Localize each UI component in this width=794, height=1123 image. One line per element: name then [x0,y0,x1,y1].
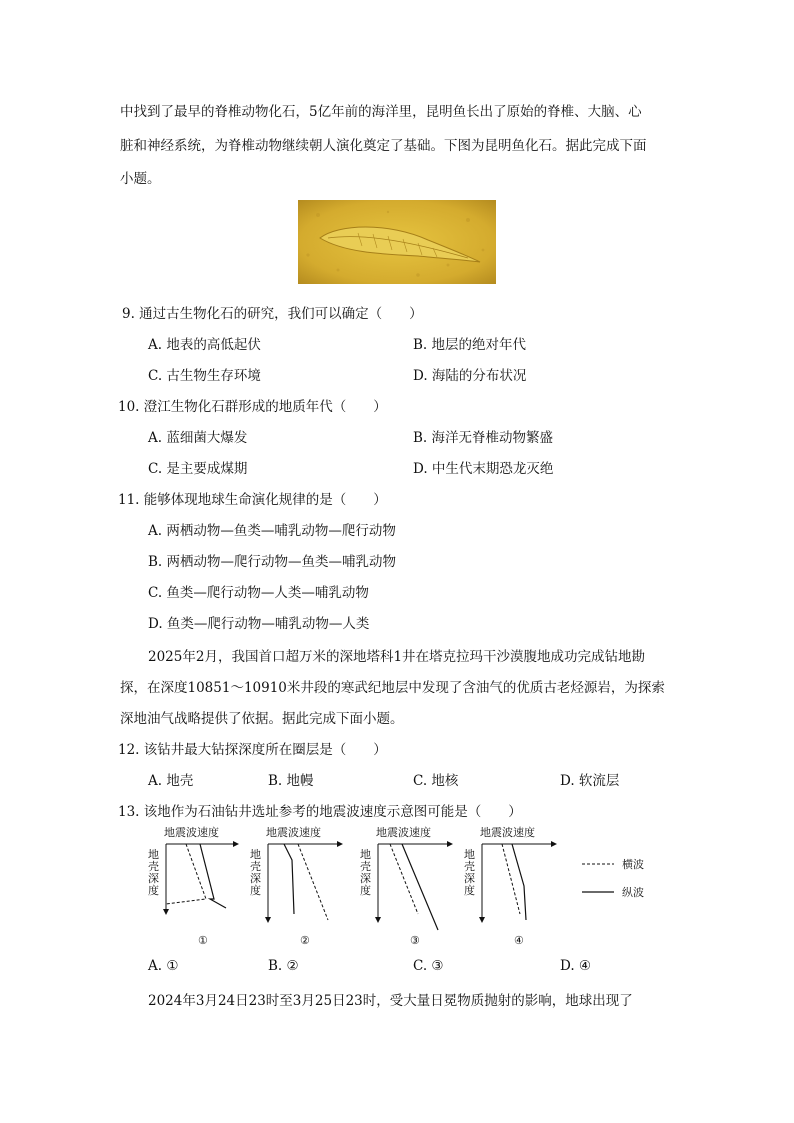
question-11-stem: 11. 能够体现地球生命演化规律的是（ ） [118,492,387,508]
question-9-option-d[interactable]: D. 海陆的分布状况 [413,368,527,384]
question-12-option-a[interactable]: A. 地壳 [148,773,194,789]
y-label-char: 地 [360,848,371,861]
passage2-line-1: 2025年2月，我国首口超万米的深地塔科1井在塔克拉玛干沙漠腹地成功完成钻地勘 [148,649,646,665]
question-11-option-d[interactable]: D. 鱼类—爬行动物—哺乳动物—人类 [148,616,370,632]
x-axis-label: 地震波速度 [266,826,321,839]
question-12-stem: 12. 该钻井最大钻探深度所在圈层是（ ） [118,742,387,758]
seismic-wave-diagram [140,822,680,950]
y-label-char: 壳 [148,860,159,873]
y-label-char: 度 [360,884,371,897]
passage2-line-3: 深地油气战略提供了依据。据此完成下面小题。 [120,711,404,727]
question-13-option-a[interactable]: A. ① [148,958,179,974]
passage2-line-2: 探，在深度10851～10910米井段的寒武纪地层中发现了含油气的优质古老烃源岩，为探索 [120,680,665,696]
panel-label: ② [300,934,310,947]
question-11-option-c[interactable]: C. 鱼类—爬行动物—人类—哺乳动物 [148,585,369,601]
y-label-char: 壳 [360,860,371,873]
y-label-char: 地 [250,848,261,861]
question-12-option-b[interactable]: B. 地幔 [268,773,314,789]
question-10-option-d[interactable]: D. 中生代末期恐龙灭绝 [413,461,554,477]
question-12-option-c[interactable]: C. 地核 [413,773,459,789]
y-label-char: 度 [250,884,261,897]
question-11-option-a[interactable]: A. 两栖动物—鱼类—哺乳动物—爬行动物 [148,523,396,539]
y-label-char: 度 [464,884,475,897]
y-label-char: 深 [250,872,261,885]
question-13-option-b[interactable]: B. ② [268,958,299,974]
x-axis-label: 地震波速度 [376,826,431,839]
y-label-char: 地 [464,848,475,861]
question-13-option-c[interactable]: C. ③ [413,958,444,974]
panel-label: ① [198,934,208,947]
panel-3 [360,825,452,947]
y-label-char: 度 [148,884,159,897]
y-label-char: 地 [148,848,159,861]
y-label-char: 壳 [464,860,475,873]
panel-label: ④ [514,934,524,947]
question-10-option-a[interactable]: A. 蓝细菌大爆发 [148,430,248,446]
kunming-fish-fossil-image [298,200,496,284]
intro-line-2: 脏和神经系统，为脊椎动物继续朝人演化奠定了基础。下图为昆明鱼化石。据此完成下面 [120,138,647,154]
question-13-stem: 13. 该地作为石油钻井选址参考的地震波速度示意图可能是（ ） [118,804,522,820]
question-10-stem: 10. 澄江生物化石群形成的地质年代（ ） [118,399,387,415]
x-axis-label: 地震波速度 [480,826,535,839]
y-label-char: 深 [360,872,371,885]
question-12-option-d[interactable]: D. 软流层 [560,773,620,789]
legend-shear-wave: 横波 [622,858,644,871]
y-label-char: 深 [464,872,475,885]
x-axis-label: 地震波速度 [164,826,219,839]
question-9-option-b[interactable]: B. 地层的绝对年代 [413,337,527,353]
legend [582,857,644,899]
question-10-option-c[interactable]: C. 是主要成煤期 [148,461,248,477]
intro-line-3: 小题。 [120,171,161,187]
panel-4 [464,825,556,947]
question-11-option-b[interactable]: B. 两栖动物—爬行动物—鱼类—哺乳动物 [148,554,397,570]
panel-2 [250,825,342,947]
panel-label: ③ [410,934,420,947]
question-9-option-a[interactable]: A. 地表的高低起伏 [148,337,261,353]
legend-longitudinal-wave: 纵波 [622,886,644,899]
question-9-stem: 9. 通过古生物化石的研究，我们可以确定（ ） [122,306,423,322]
y-label-char: 深 [148,872,159,885]
y-label-char: 壳 [250,860,261,873]
question-10-option-b[interactable]: B. 海洋无脊椎动物繁盛 [413,430,554,446]
intro-line-1: 中找到了最早的脊椎动物化石，5亿年前的海洋里，昆明鱼长出了原始的脊椎、大脑、心 [120,104,642,120]
question-9-option-c[interactable]: C. 古生物生存环境 [148,368,261,384]
question-13-option-d[interactable]: D. ④ [560,958,592,974]
passage3-line-1: 2024年3月24日23时至3月25日23时，受大量日冕物质抛射的影响，地球出现了 [148,993,633,1009]
panel-1 [148,825,238,947]
